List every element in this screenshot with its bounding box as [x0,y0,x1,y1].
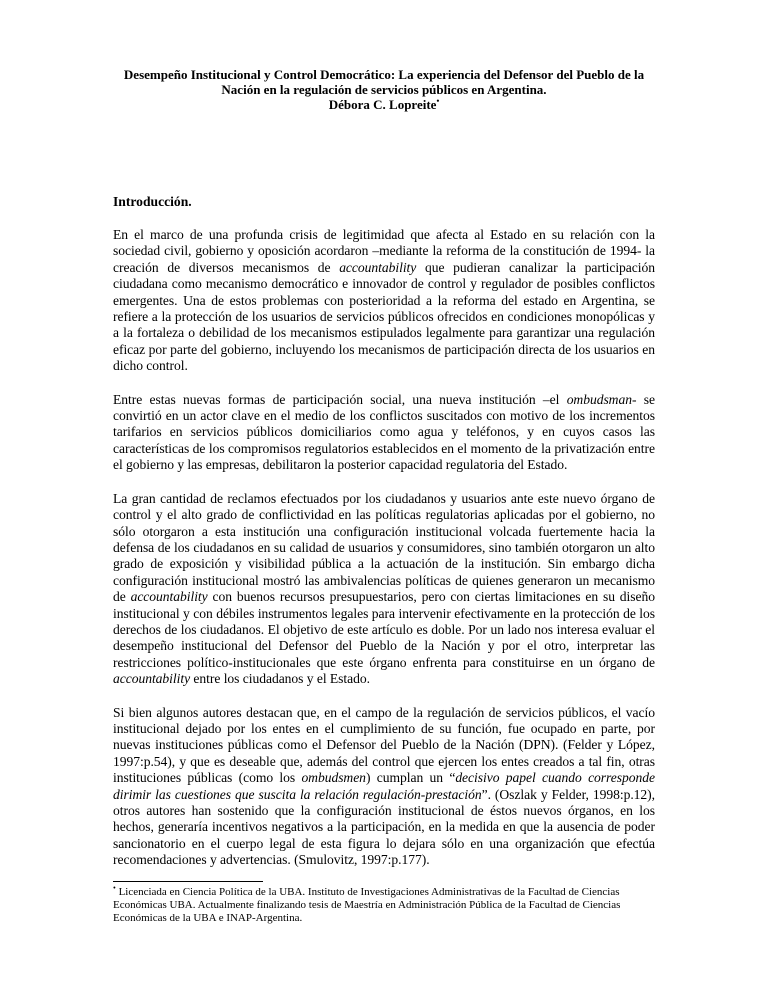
footnote-text: Licenciada en Ciencia Política de la UBA. Instituto de Investigaciones Administrativas de la Facultad de Ciencias Económicas UBA. Actualmente finalizando tesis de Maestría en Administración Pública de la Facultad de Ciencias Económicas de la UBA e INAP-Argentina. [113,885,621,925]
paragraph [113,227,655,375]
text-segment: En el marco de una profunda crisis de legitimidad que afecta al Estado en su relación con la sociedad civil, gobierno y oposición acordaron –mediante la reforma de la constitución de 1994- la creación de diversos mecanismos de [113,227,655,275]
text-segment: con buenos recursos presupuestarios, pero con ciertas limitaciones en su diseño institucional y con débiles instrumentos legales para intervenir efectivamente en la protección de los derechos de los ciudadanos. El objetivo de este artículo es doble. Por un lado nos interesa evaluar el desempeño institucional del Defensor del Pueblo de la Nación y por el otro, interpretar las restricciones político-institucionales que este órgano enfrenta para constituirse en un órgano de [113,589,655,670]
document-title [113,67,655,112]
italic-text: accountability [113,671,191,687]
text-segment: Si bien algunos autores destacan que, en el campo de la regulación de servicios públicos, el vacío institucional dejado por los entes en el cumplimiento de su función, fue ocupado en parte, por nuevas instituciones públicas como el Defensor del Pueblo de la Nación (DPN). (Felder y López, 1997:p.54), y que es deseable que, además del control que ejercen los entes creados a tal fin, otras instituciones públicas (como los [113,704,655,786]
italic-text: ombudsmen [301,770,366,786]
text-segment: - se convirtió en un actor clave en el medio de los conflictos suscitados con motivo de los incrementos tarifarios en servicios públicos domiciliarios como agua y teléfonos, y en cuyos casos las características de los compromisos regulatorios establecidos en el momento de la privatización entre el gobierno y las empresas, debilitaron la posterior capacidad regulatoria del Estado. [113,391,655,473]
author-footnote-mark: • [436,96,440,106]
italic-text: accountability [130,589,208,605]
text-segment: que pudieran canalizar la participación ciudadana como mecanismo democrático e innovador de control y regulador de posibles conflictos emergentes. Una de estos problemas con posterioridad a la reforma del estado en Argentina, se refiere a la protección de los usuarios de servicios públicos ofrecidos en condiciones monopólicas y a la fortaleza o debilidad de los mecanismos estipulados legalmente para garantizar una regulación eficaz por parte del gobierno, incluyendo los mecanismos de participación directa de los usuarios en dicho control. [113,259,655,374]
footnote-mark: • [113,882,116,892]
body-text [113,227,655,869]
text-segment: entre los ciudadanos y el Estado. [190,671,370,687]
text-segment: ) cumplan un “ [365,770,456,786]
italic-text: ombudsman [566,391,632,407]
paragraph [113,491,655,688]
document-page [113,67,655,925]
section-heading: Introducción. [113,194,192,209]
text-segment: Entre estas nuevas formas de participación social, una nueva institución –el [113,391,567,407]
author-name: Débora C. Lopreite [328,97,437,112]
footnote-divider [113,881,263,882]
title-line-2: Nación en la regulación de servicios públicos en Argentina. [221,82,547,97]
footnote [113,882,655,926]
text-segment: ”. (Oszlak y Felder, 1998:p.12), otros autores han sostenido que la configuración institucional de éstos nuevos órganos, en los hechos, generaría incentivos negativos a la participación, en la medida en que la ausencia de poder sancionatorio en el cuerpo legal de esta figura lo dejara sólo en una organización que efectúa recomendaciones y advertencias. (Smulovitz, 1997:p.177). [113,786,655,868]
italic-text: accountability [339,259,417,275]
paragraph [113,392,655,474]
italic-text: decisivo papel cuando corresponde dirimir las cuestiones que suscita la relación regulación-prestación [113,770,655,802]
author-line [113,97,655,112]
title-line-1: Desempeño Institucional y Control Democrático: La experiencia del Defensor del Pueblo de la [123,67,645,82]
paragraph [113,705,655,869]
text-segment: La gran cantidad de reclamos efectuados por los ciudadanos y usuarios ante este nuevo órgano de control y el alto grado de conflictividad en las políticas regulatorias aplicadas por el gobierno, no sólo otorgaron a esta institución una configuración institucional volcada fuertemente hacia la defensa de los ciudadanos en su calidad de usuarios y consumidores, sino también otorgaron un alto grado de exposición y visibilidad pública a la actuación de la institución. Sin embargo dicha configuración institucional mostró las ambivalencias políticas de quienes generaron un mecanismo de [113,490,655,605]
